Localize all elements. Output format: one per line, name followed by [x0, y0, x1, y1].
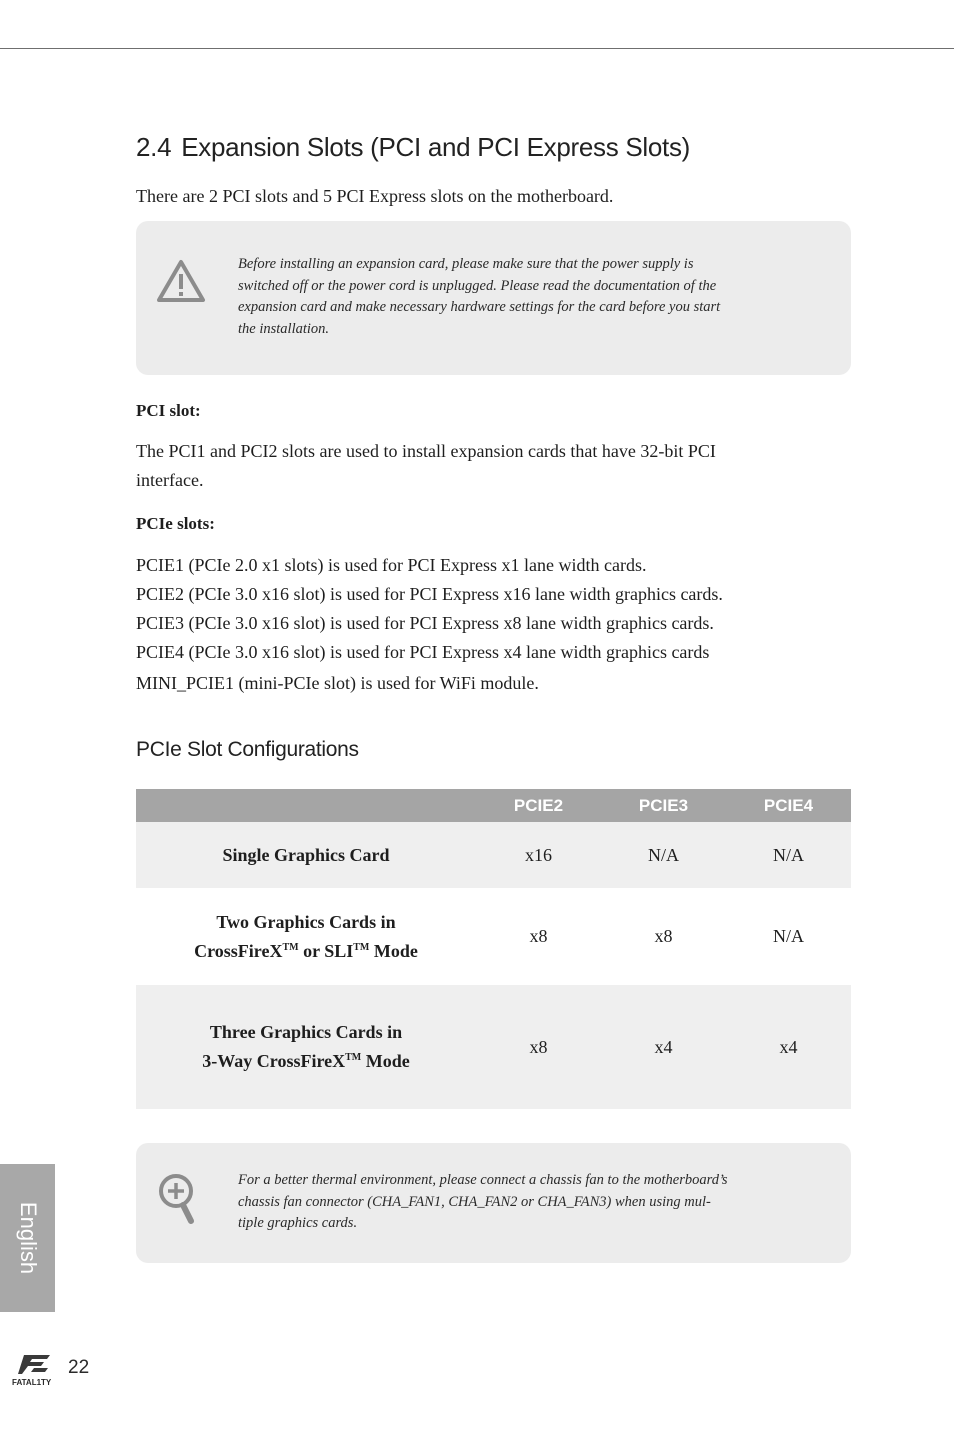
pci-paragraph [136, 437, 716, 495]
tip-line: tiple graphics cards. [238, 1215, 358, 1232]
row-label [136, 985, 476, 1109]
table-cell: N/A [601, 822, 726, 888]
pcie-heading: PCIe slots: [136, 514, 215, 533]
row-label-text: or SLI [298, 940, 354, 961]
table-cell: N/A [726, 822, 851, 888]
row-label-text: Single Graphics Card [222, 844, 390, 865]
pcie-line: PCIE3 (PCIe 3.0 x16 slot) is used for PCI Express x8 lane width graphics cards. [136, 613, 714, 633]
row-label-text: Mode [369, 940, 418, 961]
tip-line: chassis fan connector (CHA_FAN1, CHA_FAN2 or CHA_FAN3) when using mul- [238, 1193, 711, 1210]
section-title-text: Expansion Slots (PCI and PCI Express Slots) [181, 132, 691, 162]
warning-line: switched off or the power cord is unplugged. Please read the documentation of the [238, 277, 717, 294]
logo-wordmark: FATAL1TY [12, 1378, 52, 1387]
table-cell: x4 [726, 985, 851, 1109]
page-number: 22 [68, 1357, 90, 1378]
pcie-list [136, 551, 723, 667]
pci-line: The PCI1 and PCI2 slots are used to install expansion cards that have 32-bit PCI [136, 441, 716, 461]
trademark-mark: TM [345, 1052, 362, 1063]
table-header-row [136, 789, 851, 822]
trademark-mark: TM [353, 941, 370, 953]
column-header: PCIE4 [726, 789, 851, 822]
table-cell: x8 [476, 985, 601, 1109]
row-label-text: Mode [361, 1051, 410, 1071]
row-label [136, 888, 476, 985]
header-rule [0, 48, 954, 49]
tip-line: For a better thermal environment, please connect a chassis fan to the motherboard’s [238, 1172, 728, 1188]
section-title [136, 132, 690, 163]
row-label-text: CrossFireX [194, 940, 283, 961]
row-label-text: Three Graphics Cards in [209, 1022, 403, 1042]
language-label: English [15, 1201, 41, 1275]
tip-callout [136, 1143, 851, 1263]
pcie-line: PCIE1 (PCIe 2.0 x1 slots) is used for PCI Express x1 lane width cards. [136, 555, 647, 575]
table-row [136, 822, 851, 888]
pcie-line: PCIE2 (PCIe 3.0 x16 slot) is used for PCI Express x16 lane width graphics cards. [136, 584, 723, 604]
table-cell: x8 [654, 926, 673, 946]
pci-line: interface. [136, 470, 204, 490]
warning-callout [136, 221, 851, 375]
table-row [136, 985, 851, 1109]
trademark-mark: TM [282, 941, 299, 953]
pcie-line-mini: MINI_PCIE1 (mini-PCIe slot) is used for WiFi module. [136, 673, 539, 693]
row-label-text: Two Graphics Cards in [216, 911, 396, 932]
magnifier-plus-icon [158, 1173, 198, 1229]
pci-heading: PCI slot: [136, 401, 201, 420]
column-header: PCIE3 [601, 789, 726, 822]
table-row [136, 888, 851, 985]
language-tab [0, 1164, 55, 1312]
column-header [136, 789, 476, 822]
fatal1ty-logo [10, 1352, 62, 1388]
intro-paragraph: There are 2 PCI slots and 5 PCI Express slots on the motherboard. [136, 186, 614, 206]
row-label-text: 3-Way CrossFireX [202, 1051, 346, 1071]
pcie-line: PCIE4 (PCIe 3.0 x16 slot) is used for PCI Express x4 lane width graphics cards [136, 642, 710, 662]
config-heading: PCIe Slot Configurations [136, 738, 359, 761]
column-header: PCIE2 [476, 789, 601, 822]
warning-triangle-icon [156, 259, 206, 303]
section-number: 2.4 [136, 132, 172, 162]
pcie-config-table [136, 789, 851, 1109]
warning-line: Before installing an expansion card, please make sure that the power supply is [238, 256, 694, 272]
warning-line: the installation. [238, 320, 330, 337]
warning-line: expansion card and make necessary hardware settings for the card before you start [238, 299, 721, 316]
row-label [136, 822, 476, 888]
table-cell: x8 [529, 926, 548, 946]
table-cell: x16 [476, 822, 601, 888]
table-cell: N/A [773, 926, 804, 946]
tip-text [238, 1170, 798, 1235]
warning-text [238, 254, 778, 340]
table-cell: x4 [601, 985, 726, 1109]
